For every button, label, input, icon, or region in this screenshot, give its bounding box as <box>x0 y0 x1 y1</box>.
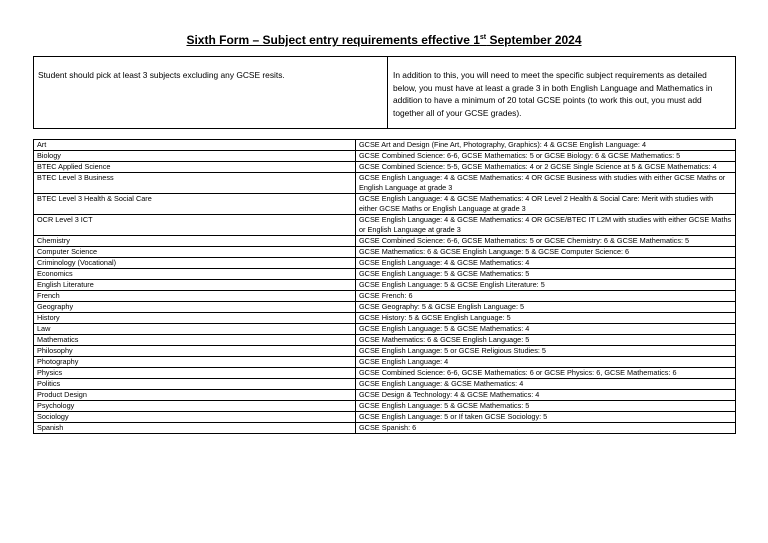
subject-cell: Art <box>34 140 356 151</box>
requirement-cell: GCSE English Language: & GCSE Mathematics: 4 <box>356 379 736 390</box>
table-row <box>34 162 736 173</box>
requirement-cell: GCSE English Language: 5 or If taken GCSE Sociology: 5 <box>356 412 736 423</box>
subject-cell: Geography <box>34 302 356 313</box>
table-row <box>34 368 736 379</box>
table-row <box>34 390 736 401</box>
table-row <box>34 313 736 324</box>
requirement-cell: GCSE Spanish: 6 <box>356 423 736 434</box>
requirement-cell: GCSE Design & Technology: 4 & GCSE Mathematics: 4 <box>356 390 736 401</box>
intro-right-text: In addition to this, you will need to meet the specific subject requirements as detailed below, you must have at least a grade 3 in both English Language and Mathematics in addition to have a minimum of 20 total GCSE points (to work this out, you must add together all of your GCSE grades). <box>393 70 713 118</box>
subject-cell: Chemistry <box>34 236 356 247</box>
requirement-cell: GCSE Mathematics: 6 & GCSE English Language: 5 & GCSE Computer Science: 6 <box>356 247 736 258</box>
table-row <box>34 423 736 434</box>
requirement-cell: GCSE Art and Design (Fine Art, Photography, Graphics): 4 & GCSE English Language: 4 <box>356 140 736 151</box>
requirement-cell: GCSE History: 5 & GCSE English Language: 5 <box>356 313 736 324</box>
subject-cell: Law <box>34 324 356 335</box>
table-row <box>34 247 736 258</box>
requirement-cell: GCSE English Language: 4 & GCSE Mathematics: 4 OR Level 2 Health & Social Care: Merit with studies with either GCSE Maths or English Language at grade 3 <box>356 194 736 215</box>
subject-cell: Photography <box>34 357 356 368</box>
table-row <box>34 401 736 412</box>
subject-cell: BTEC Level 3 Business <box>34 173 356 194</box>
subject-cell: Computer Science <box>34 247 356 258</box>
subject-cell: History <box>34 313 356 324</box>
subject-cell: Psychology <box>34 401 356 412</box>
subject-cell: Sociology <box>34 412 356 423</box>
table-row <box>34 236 736 247</box>
requirement-cell: GCSE English Language: 5 & GCSE Mathematics: 5 <box>356 401 736 412</box>
table-row <box>34 412 736 423</box>
subject-cell: French <box>34 291 356 302</box>
requirement-cell: GCSE English Language: 4 & GCSE Mathematics: 4 OR GCSE Business with studies with either GCSE Maths or English Language at grade 3 <box>356 173 736 194</box>
subject-cell: BTEC Applied Science <box>34 162 356 173</box>
subject-cell: Physics <box>34 368 356 379</box>
subject-cell: OCR Level 3 ICT <box>34 215 356 236</box>
page-title: Sixth Form – Subject entry requirements effective 1st September 2024 <box>186 33 582 47</box>
requirement-cell: GCSE Combined Science: 5-5, GCSE Mathematics: 4 or 2 GCSE Single Science at 5 & GCSE Mathematics: 4 <box>356 162 736 173</box>
subject-cell: Spanish <box>34 423 356 434</box>
table-row <box>34 302 736 313</box>
subject-cell: Politics <box>34 379 356 390</box>
intro-box <box>33 56 736 129</box>
table-row <box>34 335 736 346</box>
intro-left-text: Student should pick at least 3 subjects excluding any GCSE resits. <box>34 57 388 128</box>
subject-cell: BTEC Level 3 Health & Social Care <box>34 194 356 215</box>
table-row <box>34 258 736 269</box>
table-row <box>34 269 736 280</box>
requirement-cell: GCSE English Language: 5 & GCSE English Literature: 5 <box>356 280 736 291</box>
table-row <box>34 280 736 291</box>
table-row <box>34 173 736 194</box>
table-row <box>34 291 736 302</box>
subject-cell: Mathematics <box>34 335 356 346</box>
requirement-cell: GCSE English Language: 4 & GCSE Mathematics: 4 OR GCSE/BTEC IT L2M with studies with either GCSE Maths or English Language at grade 3 <box>356 215 736 236</box>
table-row <box>34 324 736 335</box>
requirement-cell: GCSE Geography: 5 & GCSE English Language: 5 <box>356 302 736 313</box>
requirements-table <box>33 139 736 434</box>
subject-cell: Biology <box>34 151 356 162</box>
subject-cell: Philosophy <box>34 346 356 357</box>
subject-cell: Criminology (Vocational) <box>34 258 356 269</box>
table-row <box>34 151 736 162</box>
requirement-cell: GCSE Combined Science: 6-6, GCSE Mathematics: 5 or GCSE Biology: 6 & GCSE Mathematics: 5 <box>356 151 736 162</box>
table-row <box>34 357 736 368</box>
requirement-cell: GCSE English Language: 4 <box>356 357 736 368</box>
requirement-cell: GCSE English Language: 5 & GCSE Mathematics: 4 <box>356 324 736 335</box>
requirement-cell: GCSE Mathematics: 6 & GCSE English Language: 5 <box>356 335 736 346</box>
requirement-cell: GCSE French: 6 <box>356 291 736 302</box>
table-row <box>34 379 736 390</box>
requirement-cell: GCSE Combined Science: 6-6, GCSE Mathematics: 5 or GCSE Chemistry: 6 & GCSE Mathematics: 5 <box>356 236 736 247</box>
requirement-cell: GCSE Combined Science: 6-6, GCSE Mathematics: 6 or GCSE Physics: 6, GCSE Mathematics: 6 <box>356 368 736 379</box>
table-row <box>34 140 736 151</box>
subject-cell: English Literature <box>34 280 356 291</box>
requirement-cell: GCSE English Language: 4 & GCSE Mathematics: 4 <box>356 258 736 269</box>
subject-cell: Product Design <box>34 390 356 401</box>
table-row <box>34 194 736 215</box>
table-row <box>34 346 736 357</box>
subject-cell: Economics <box>34 269 356 280</box>
table-row <box>34 215 736 236</box>
requirement-cell: GCSE English Language: 5 & GCSE Mathematics: 5 <box>356 269 736 280</box>
requirement-cell: GCSE English Language: 5 or GCSE Religious Studies: 5 <box>356 346 736 357</box>
